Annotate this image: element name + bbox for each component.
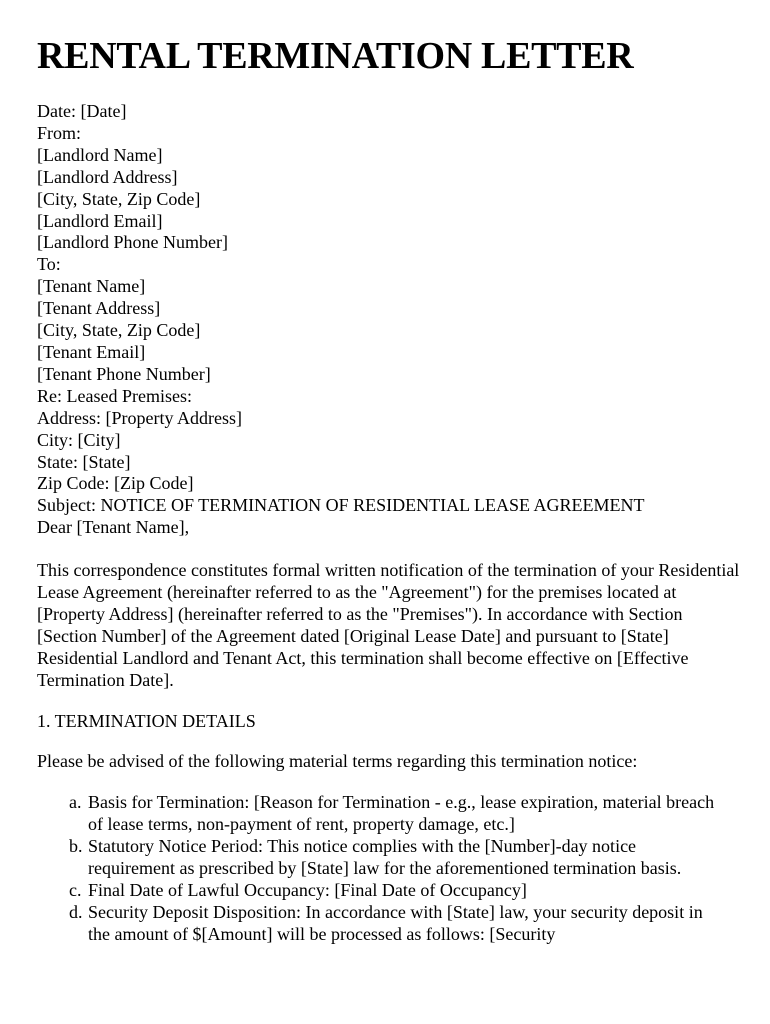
document-title: RENTAL TERMINATION LETTER	[37, 35, 634, 77]
tenant-phone: [Tenant Phone Number]	[37, 363, 211, 384]
list-item	[37, 792, 718, 836]
list-item	[37, 836, 718, 880]
landlord-city-state-zip: [City, State, Zip Code]	[37, 188, 201, 209]
termination-terms-list	[37, 792, 743, 945]
list-item	[37, 902, 718, 946]
property-address: Address: [Property Address]	[37, 407, 242, 428]
subject-line: Subject: NOTICE OF TERMINATION OF RESIDENTIAL LEASE AGREEMENT	[37, 495, 645, 516]
landlord-phone: [Landlord Phone Number]	[37, 232, 228, 253]
list-marker: b.	[69, 836, 83, 857]
from-label: From:	[37, 122, 82, 143]
list-item	[37, 880, 718, 902]
list-item-text: Final Date of Lawful Occupancy: [Final Date of Occupancy]	[88, 880, 527, 900]
property-city: City: [City]	[37, 429, 121, 450]
re-label: Re: Leased Premises:	[37, 385, 192, 406]
list-item-text: Security Deposit Disposition: In accordance with [State] law, your security deposit in the amount of $[Amount] will be processed as follows: [Security	[88, 901, 703, 944]
landlord-address: [Landlord Address]	[37, 166, 178, 187]
to-label: To:	[37, 254, 61, 275]
landlord-name: [Landlord Name]	[37, 144, 163, 165]
letter-header-block	[37, 101, 743, 539]
tenant-city-state-zip: [City, State, Zip Code]	[37, 320, 201, 341]
list-marker: c.	[69, 880, 82, 900]
tenant-email: [Tenant Email]	[37, 341, 146, 362]
property-zip: Zip Code: [Zip Code]	[37, 473, 194, 494]
list-marker: a.	[69, 792, 82, 813]
letter-page	[37, 34, 743, 946]
property-state: State: [State]	[37, 451, 131, 472]
tenant-address: [Tenant Address]	[37, 298, 161, 319]
section-intro: Please be advised of the following material terms regarding this termination notice:	[37, 751, 638, 772]
salutation: Dear [Tenant Name],	[37, 517, 190, 538]
list-marker: d.	[69, 901, 83, 922]
list-item-text: Statutory Notice Period: This notice complies with the [Number]-day notice requirement as prescribed by [State] law for the aforementioned termination basis.	[88, 836, 682, 879]
date-line: Date: [Date]	[37, 101, 127, 121]
intro-paragraph: This correspondence constitutes formal written notification of the termination of your Residential Lease Agreement (hereinafter referred to as the "Agreement") for the premises located at [Property Address] (hereinafter referred to as the "Premises"). In accordance with Section [Section Number] of the Agreement dated [Original Lease Date] and pursuant to [State] Residential Landlord and Tenant Act, this termination shall become effective on [Effective Termination Date].	[37, 560, 740, 690]
list-item-text: Basis for Termination: [Reason for Termination - e.g., lease expiration, material breach of lease terms, non-payment of rent, property damage, etc.]	[88, 792, 715, 835]
tenant-name: [Tenant Name]	[37, 276, 146, 297]
landlord-email: [Landlord Email]	[37, 210, 163, 231]
section-heading-termination-details: 1. TERMINATION DETAILS	[37, 710, 256, 731]
